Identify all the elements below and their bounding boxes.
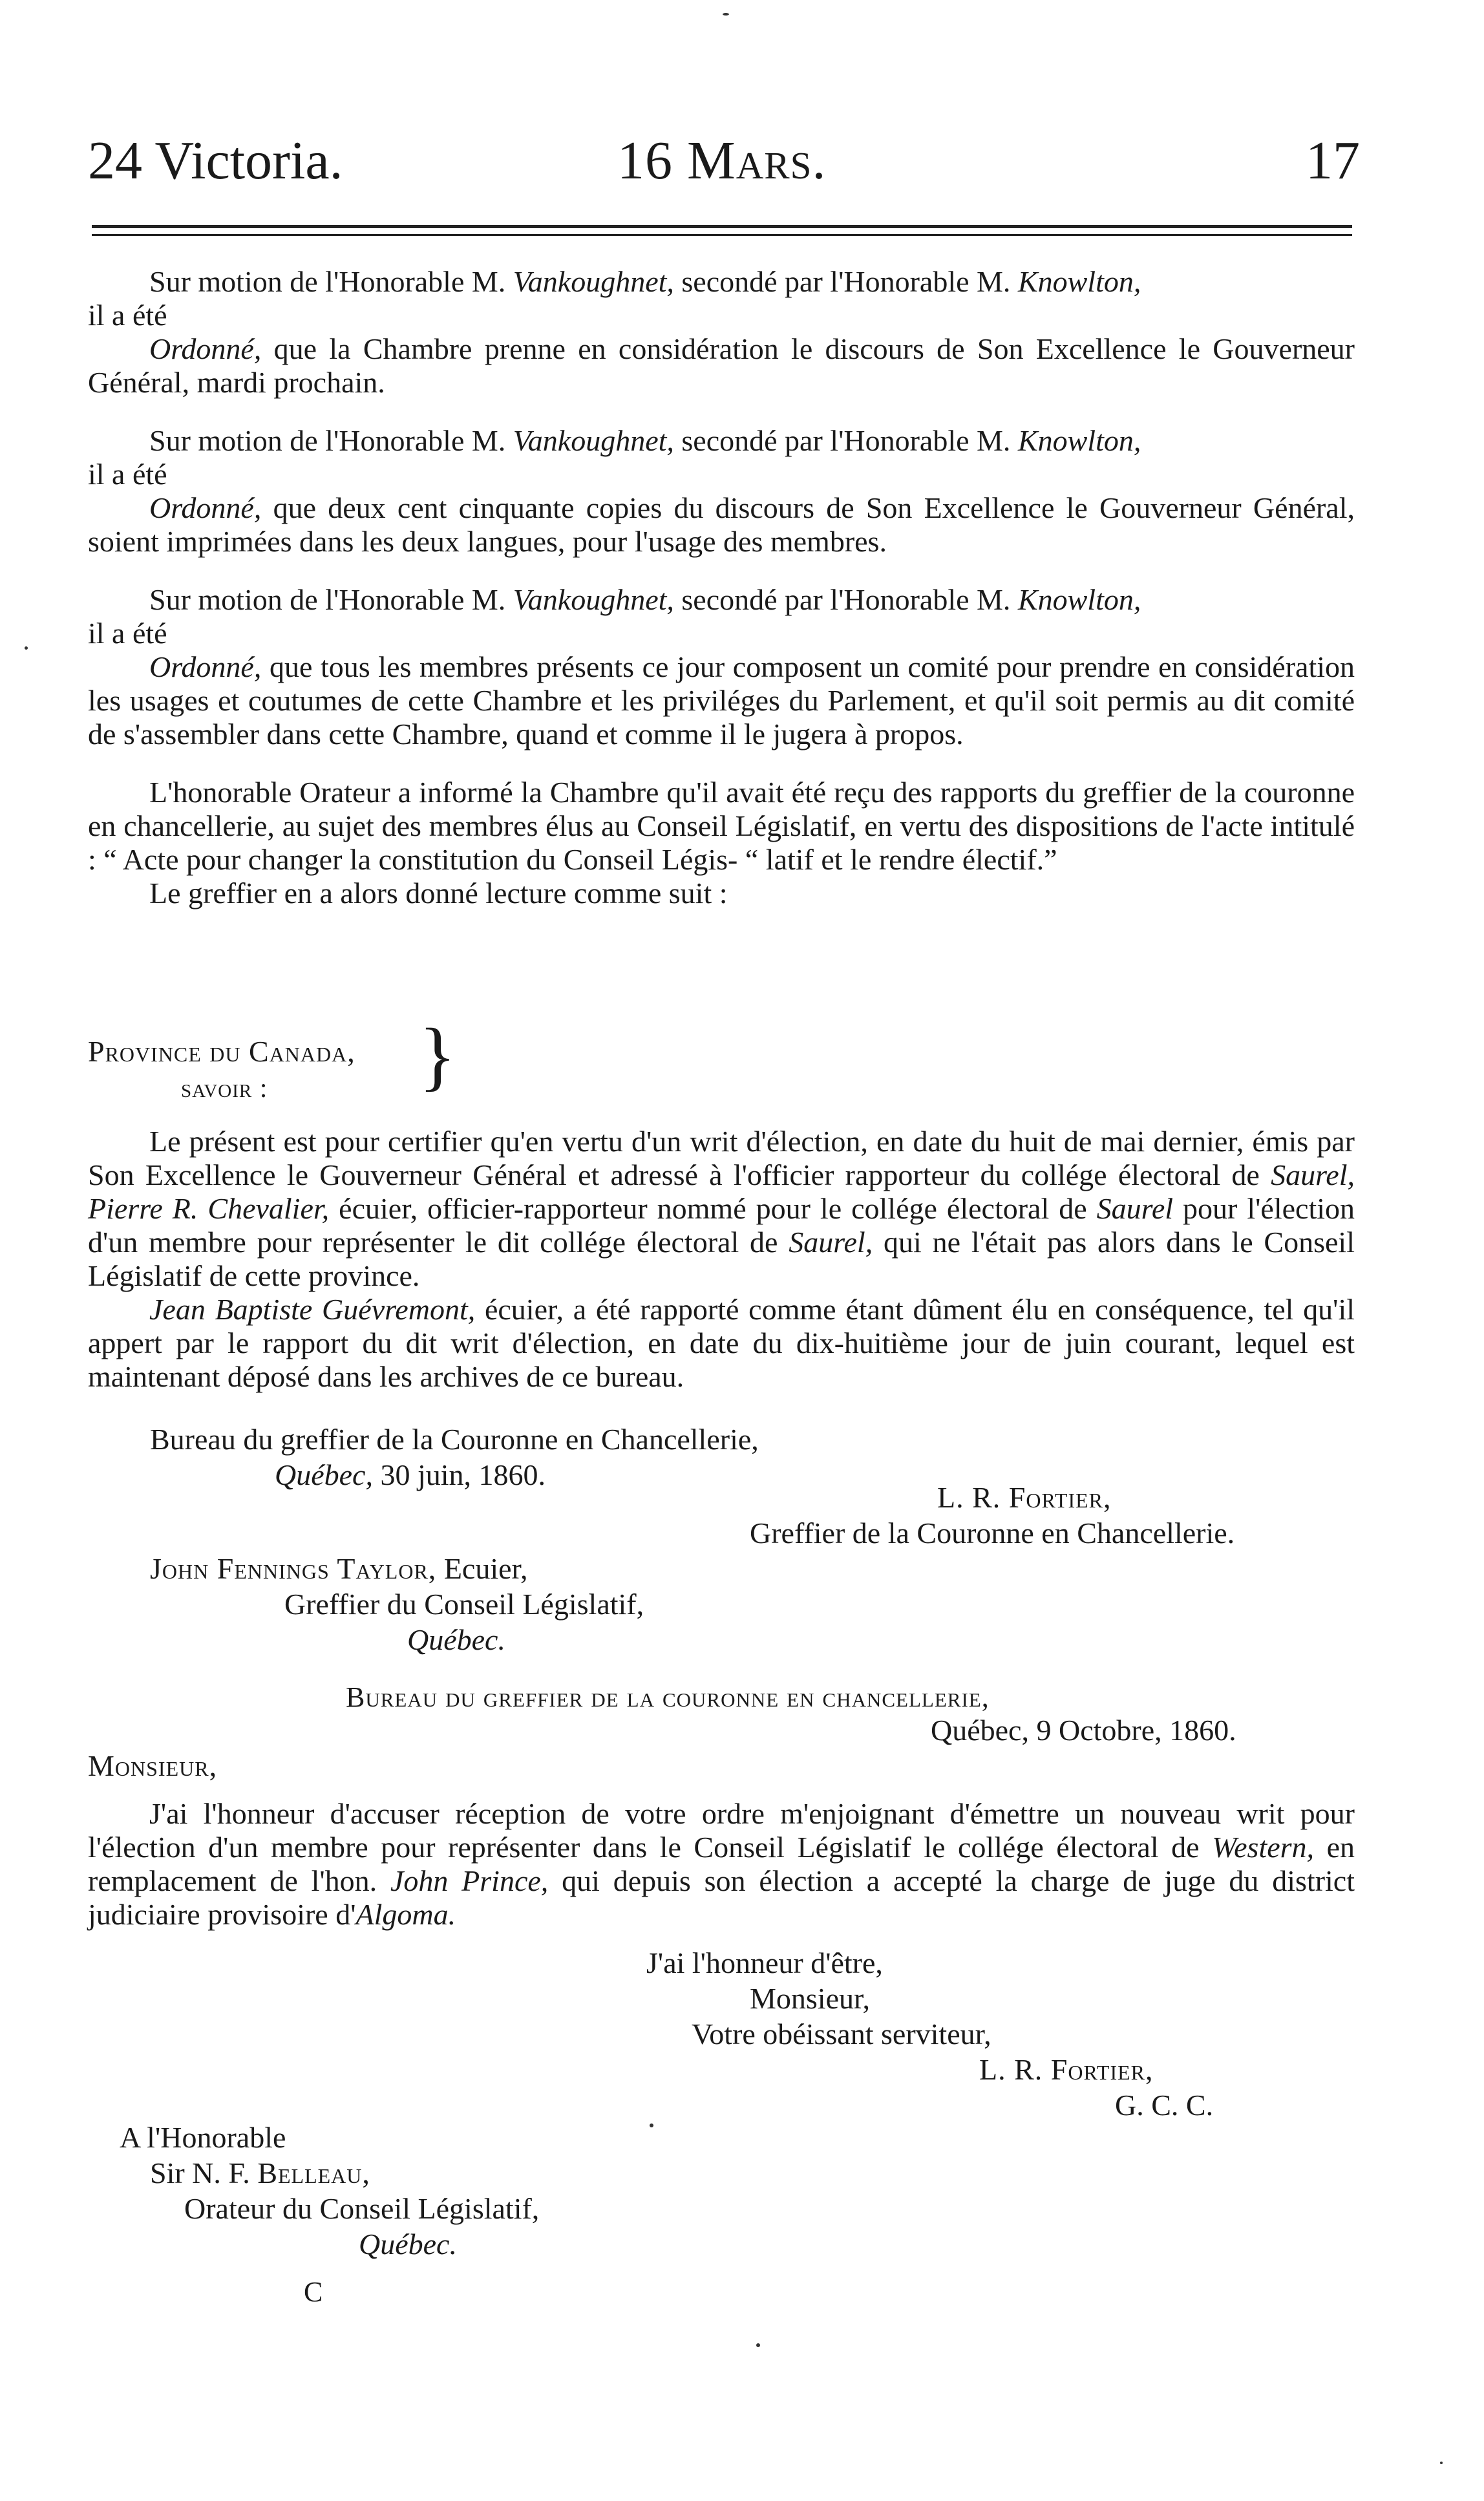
scan-speck [25, 646, 28, 650]
orateur-paragraph: L'honorable Orateur a informé la Chambre qu'il avait été reçu des rapports du greffier de la couronne en chancellerie, au sujet des membres élus au Conseil Législatif, en vertu des dispositions de l'acte intitulé : “ Acte pour changer la constitution du Conseil Légis- “ latif et le rendre électif.” [88, 776, 1355, 876]
letter-signature-initials: G. C. C. [1115, 2089, 1214, 2122]
certificate-dateline [275, 1458, 546, 1492]
letter-salutation: Monsieur, [88, 1749, 218, 1782]
order-word: Ordonné, [149, 491, 262, 524]
text-run: J'ai l'honneur d'accuser réception de votre ordre m'enjoignant d'émettre un nouveau writ pour l'élection d'un membre pour représenter dans le Conseil Législatif le collége électoral de [88, 1797, 1355, 1864]
letter-closing-3: Votre obéissant serviteur, [692, 2017, 991, 2050]
person-name: John Prince, [390, 1864, 549, 1897]
addressee-2-line-3: Orateur du Conseil Législatif, [184, 2192, 540, 2225]
text-run: en remplacement de l'hon. [88, 1831, 1355, 1897]
text-run: qui depuis son élection a accepté la charge de juge du district judiciaire provisoire d' [88, 1864, 1355, 1931]
scan-speck [756, 2343, 760, 2347]
motion-3-tail: il a été [88, 617, 167, 650]
motion-mover: Vankoughnet, [513, 265, 674, 298]
text-run: pour l'élection d'un membre pour représenter le dit collége électoral de [88, 1192, 1355, 1259]
motion-mid: secondé par l'Honorable M. [673, 265, 1018, 298]
province-line: Province du Canada, [88, 1035, 355, 1068]
order-text: que deux cent cinquante copies du discours de Son Excellence le Gouverneur Général, soient imprimées dans les deux langues, pour l'usage des membres. [88, 491, 1355, 558]
order-text: que la Chambre prenne en considération le discours de Son Excellence le Gouverneur Général, mardi prochain. [88, 332, 1355, 399]
person-name: Pierre R. Chevalier, [88, 1192, 330, 1225]
text-run: écuier, a été rapporté comme étant dûment élu en conséquence, tel qu'il appert par le rapport du dit writ d'élection, en date du dix-huitième jour de juin courant, lequel est maintenant déposé dans les archives de ce bureau. [88, 1293, 1355, 1393]
addressee-2-line-2 [150, 2156, 370, 2190]
place-name: Saurel, [789, 1226, 873, 1259]
text-run: qui ne l'était pas alors dans le Conseil Législatif de cette province. [88, 1226, 1355, 1292]
motion-seconder: Knowlton, [1017, 583, 1141, 616]
header-left: 24 Victoria. [88, 131, 343, 191]
motion-2-order [88, 491, 1355, 559]
motion-mid: secondé par l'Honorable M. [673, 583, 1018, 616]
motion-mid: secondé par l'Honorable M. [673, 424, 1018, 457]
scan-speck [723, 13, 729, 16]
province-savoir: savoir : [181, 1074, 268, 1103]
place-name: Western, [1212, 1831, 1315, 1864]
certificate-signature: L. R. Fortier, [937, 1481, 1112, 1514]
motion-mover: Vankoughnet, [513, 424, 674, 457]
motion-seconder: Knowlton, [1017, 424, 1141, 457]
certificate-paragraph-1 [88, 1125, 1355, 1293]
motion-1-tail: il a été [88, 299, 167, 332]
bureau-line: Bureau du greffier de la Couronne en Chancellerie, [150, 1423, 759, 1456]
letter-dateline: Québec, 9 Octobre, 1860. [931, 1714, 1236, 1747]
place-name: Saurel, [1271, 1158, 1355, 1191]
motion-intro: Sur motion de l'Honorable M. [149, 265, 513, 298]
text-run: Le présent est pour certifier qu'en vertu d'un writ d'élection, en date du huit de mai dernier, émis par Son Excellence le Gouverneur Général et adressé à l'officier rapporteur du collége électoral de [88, 1125, 1355, 1191]
addressee-2-line-4: Québec. [359, 2228, 457, 2261]
header-rule-top [92, 225, 1352, 228]
place-name: Québec, [275, 1458, 373, 1491]
scan-speck [1440, 2462, 1443, 2464]
motion-2 [88, 424, 1355, 458]
place-name: Saurel [1096, 1192, 1174, 1225]
order-text: que tous les membres présents ce jour composent un comité pour prendre en considération les usages et coutumes de cette Chambre et les priviléges du Parlement, et qu'il soit permis au dit comité de s'assembler dans cette Chambre, quand et comme il le jugera à propos. [88, 650, 1355, 750]
letter-closing-2: Monsieur, [750, 1982, 870, 2015]
signature-mark: C [304, 2276, 324, 2308]
header-center: 16 Mars. [617, 131, 827, 191]
addressee-1-name [150, 1551, 528, 1586]
addressee-1-title: Greffier du Conseil Législatif, [284, 1588, 644, 1621]
letter-closing-1: J'ai l'honneur d'être, [646, 1946, 883, 1979]
motion-1-order [88, 332, 1355, 399]
brace-icon: } [419, 1012, 456, 1098]
addressee-1-place: Québec. [407, 1623, 505, 1656]
certificate-paragraph-2 [88, 1293, 1355, 1394]
order-word: Ordonné, [149, 650, 262, 683]
scan-speck [650, 2123, 653, 2127]
place-name: Algoma. [355, 1898, 456, 1931]
motion-1 [88, 265, 1355, 299]
motion-2-tail: il a été [88, 458, 167, 491]
person-name: Belleau, [257, 2156, 370, 2189]
motion-intro: Sur motion de l'Honorable M. [149, 424, 513, 457]
motion-mover: Vankoughnet, [513, 583, 674, 616]
page-number: 17 [1306, 131, 1360, 191]
person-name: John Fennings Taylor, [150, 1552, 437, 1585]
person-name: Jean Baptiste Guévremont, [149, 1293, 476, 1326]
motion-3 [88, 583, 1355, 617]
letter-signature: L. R. Fortier, [979, 2053, 1154, 2086]
motion-intro: Sur motion de l'Honorable M. [149, 583, 513, 616]
order-word: Ordonné, [149, 332, 262, 365]
addressee-2-line-1: A l'Honorable [120, 2121, 286, 2154]
name-prefix: Sir N. F. [150, 2156, 258, 2189]
lecture-line: Le greffier en a alors donné lecture comme suit : [149, 877, 728, 910]
certificate-block [88, 1125, 1355, 1394]
letter-paragraph [88, 1797, 1355, 1932]
letter-body [88, 1797, 1355, 1932]
motions-block [88, 265, 1355, 910]
header-rule-bottom [92, 234, 1352, 236]
name-suffix: Ecuier, [436, 1552, 528, 1585]
text-run: écuier, officier-rapporteur nommé pour le collége électoral de [329, 1192, 1097, 1225]
certificate-signature-title: Greffier de la Couronne en Chancellerie. [750, 1517, 1235, 1549]
letter-office: Bureau du greffier de la couronne en chancellerie, [346, 1681, 990, 1713]
motion-3-order [88, 650, 1355, 751]
motion-seconder: Knowlton, [1017, 265, 1141, 298]
date-text: 30 juin, 1860. [372, 1458, 546, 1491]
